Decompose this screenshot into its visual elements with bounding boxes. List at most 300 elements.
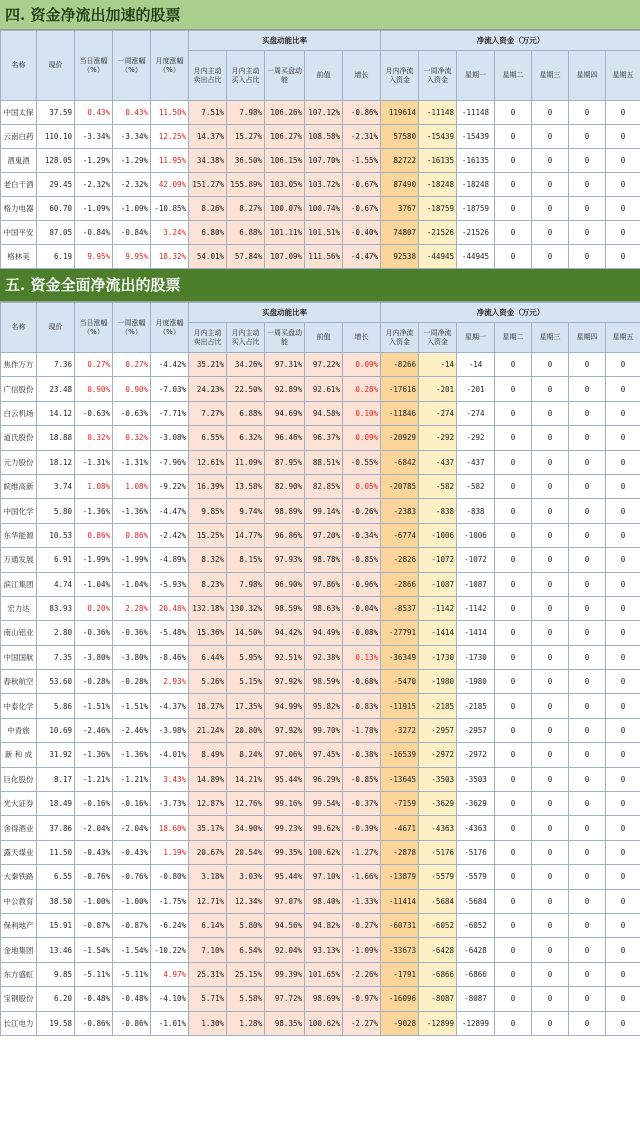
cell-previous-value: 100.74% — [305, 197, 343, 221]
cell-week-inflow: -14 — [419, 353, 457, 377]
cell-wednesday: 0 — [532, 401, 569, 425]
col-header-week-change: 一周涨幅（%） — [113, 31, 151, 101]
cell-month-inflow: -7159 — [381, 792, 419, 816]
cell-wednesday: 0 — [532, 499, 569, 523]
cell-wednesday: 0 — [532, 913, 569, 937]
col-header-day-change: 当日涨幅（%） — [75, 303, 113, 353]
cell-friday: 0 — [606, 645, 640, 669]
cell-week-change: -0.86% — [113, 1011, 151, 1035]
table-row — [1, 718, 640, 742]
cell-week-momentum: 98.35% — [265, 1011, 305, 1035]
cell-week-momentum: 99.39% — [265, 962, 305, 986]
col-header-previous-value: 前值 — [305, 51, 343, 101]
cell-buy-ratio: 15.27% — [227, 125, 265, 149]
cell-growth: -0.67% — [343, 173, 381, 197]
col-header-tuesday: 星期二 — [495, 323, 532, 353]
cell-buy-ratio: 6.88% — [227, 401, 265, 425]
cell-week-change: 0.86% — [113, 523, 151, 547]
cell-week-change: -0.28% — [113, 670, 151, 694]
col-header-stock-name: 名称 — [1, 303, 37, 353]
cell-week-change: 1.08% — [113, 474, 151, 498]
cell-day-change: -0.36% — [75, 621, 113, 645]
cell-thursday: 0 — [569, 865, 606, 889]
cell-month-inflow: -16539 — [381, 743, 419, 767]
table-row — [1, 426, 640, 450]
cell-month-change: -1.75% — [151, 889, 189, 913]
cell-wednesday: 0 — [532, 173, 569, 197]
cell-day-change: -3.80% — [75, 645, 113, 669]
cell-week-inflow: -8087 — [419, 987, 457, 1011]
cell-sell-ratio: 15.36% — [189, 621, 227, 645]
cell-week-change: -0.48% — [113, 987, 151, 1011]
table-row — [1, 913, 640, 937]
cell-week-change: -3.34% — [113, 125, 151, 149]
cell-buy-ratio: 34.90% — [227, 816, 265, 840]
cell-month-change: -7.71% — [151, 401, 189, 425]
cell-previous-value: 98.40% — [305, 889, 343, 913]
cell-day-change: 0.86% — [75, 523, 113, 547]
cell-thursday: 0 — [569, 816, 606, 840]
cell-month-change: 42.09% — [151, 173, 189, 197]
table-row — [1, 149, 640, 173]
cell-month-change: -5.48% — [151, 621, 189, 645]
cell-wednesday: 0 — [532, 548, 569, 572]
cell-monday: -1142 — [457, 596, 495, 620]
cell-week-change: 0.90% — [113, 377, 151, 401]
cell-month-inflow: -17616 — [381, 377, 419, 401]
cell-stock-name: 格力电器 — [1, 197, 37, 221]
cell-week-inflow: -274 — [419, 401, 457, 425]
cell-week-momentum: 99.23% — [265, 816, 305, 840]
cell-growth: -0.55% — [343, 450, 381, 474]
cell-month-change: 11.95% — [151, 149, 189, 173]
cell-price: 15.91 — [37, 913, 75, 937]
cell-stock-name: 露天煤业 — [1, 840, 37, 864]
cell-stock-name: 道氏股份 — [1, 426, 37, 450]
table-row — [1, 523, 640, 547]
cell-previous-value: 98.69% — [305, 987, 343, 1011]
cell-stock-name: 格林美 — [1, 245, 37, 269]
cell-monday: -44945 — [457, 245, 495, 269]
cell-week-momentum: 92.04% — [265, 938, 305, 962]
cell-week-change: 0.27% — [113, 353, 151, 377]
cell-monday: -6052 — [457, 913, 495, 937]
cell-previous-value: 101.51% — [305, 221, 343, 245]
cell-friday: 0 — [606, 718, 640, 742]
cell-previous-value: 93.13% — [305, 938, 343, 962]
cell-week-inflow: -2972 — [419, 743, 457, 767]
cell-sell-ratio: 132.18% — [189, 596, 227, 620]
cell-day-change: -1.36% — [75, 499, 113, 523]
cell-week-momentum: 94.56% — [265, 913, 305, 937]
cell-stock-name: 新 和 成 — [1, 743, 37, 767]
table-row — [1, 353, 640, 377]
cell-week-inflow: -838 — [419, 499, 457, 523]
cell-week-change: -1.99% — [113, 548, 151, 572]
cell-month-inflow: -33673 — [381, 938, 419, 962]
cell-price: 38.50 — [37, 889, 75, 913]
cell-day-change: 0.90% — [75, 377, 113, 401]
cell-day-change: -0.86% — [75, 1011, 113, 1035]
table-row — [1, 962, 640, 986]
cell-price: 11.50 — [37, 840, 75, 864]
cell-wednesday: 0 — [532, 101, 569, 125]
cell-thursday: 0 — [569, 125, 606, 149]
cell-monday: -21526 — [457, 221, 495, 245]
cell-buy-ratio: 20.80% — [227, 718, 265, 742]
cell-day-change: 9.95% — [75, 245, 113, 269]
cell-thursday: 0 — [569, 840, 606, 864]
cell-growth: -1.78% — [343, 718, 381, 742]
table-row — [1, 125, 640, 149]
cell-day-change: -1.99% — [75, 548, 113, 572]
table-row — [1, 499, 640, 523]
cell-stock-name: 酒鬼酒 — [1, 149, 37, 173]
cell-growth: -0.26% — [343, 499, 381, 523]
cell-week-change: -0.87% — [113, 913, 151, 937]
cell-month-inflow: -2866 — [381, 572, 419, 596]
cell-sell-ratio: 7.51% — [189, 101, 227, 125]
cell-wednesday: 0 — [532, 125, 569, 149]
cell-friday: 0 — [606, 499, 640, 523]
cell-friday: 0 — [606, 913, 640, 937]
cell-sell-ratio: 8.26% — [189, 197, 227, 221]
cell-friday: 0 — [606, 149, 640, 173]
cell-tuesday: 0 — [495, 499, 532, 523]
cell-thursday: 0 — [569, 767, 606, 791]
cell-previous-value: 99.70% — [305, 718, 343, 742]
cell-month-change: -4.37% — [151, 694, 189, 718]
cell-week-change: -5.11% — [113, 962, 151, 986]
cell-month-inflow: -1791 — [381, 962, 419, 986]
cell-week-momentum: 95.44% — [265, 767, 305, 791]
cell-friday: 0 — [606, 987, 640, 1011]
col-header-week-inflow: 一周净流入资金 — [419, 51, 457, 101]
cell-previous-value: 97.10% — [305, 865, 343, 889]
cell-wednesday: 0 — [532, 377, 569, 401]
cell-day-change: -0.48% — [75, 987, 113, 1011]
col-header-month-change: 月度涨幅（%） — [151, 31, 189, 101]
cell-stock-name: 元力股份 — [1, 450, 37, 474]
cell-friday: 0 — [606, 743, 640, 767]
cell-week-inflow: -5579 — [419, 865, 457, 889]
cell-friday: 0 — [606, 401, 640, 425]
table-row — [1, 572, 640, 596]
cell-week-momentum: 82.90% — [265, 474, 305, 498]
cell-tuesday: 0 — [495, 718, 532, 742]
cell-thursday: 0 — [569, 499, 606, 523]
cell-sell-ratio: 7.10% — [189, 938, 227, 962]
cell-previous-value: 97.86% — [305, 572, 343, 596]
cell-price: 10.69 — [37, 718, 75, 742]
col-header-wednesday: 星期三 — [532, 51, 569, 101]
cell-week-change: -0.36% — [113, 621, 151, 645]
cell-day-change: -1.31% — [75, 450, 113, 474]
section-4-table — [0, 30, 640, 269]
cell-week-momentum: 97.07% — [265, 889, 305, 913]
cell-growth: 0.28% — [343, 377, 381, 401]
table-row — [1, 889, 640, 913]
cell-monday: -6428 — [457, 938, 495, 962]
cell-tuesday: 0 — [495, 694, 532, 718]
cell-growth: 0.13% — [343, 645, 381, 669]
cell-thursday: 0 — [569, 353, 606, 377]
cell-price: 7.35 — [37, 645, 75, 669]
cell-stock-name: 中国国航 — [1, 645, 37, 669]
cell-day-change: -0.84% — [75, 221, 113, 245]
cell-price: 37.59 — [37, 101, 75, 125]
cell-month-inflow: -60731 — [381, 913, 419, 937]
col-header-friday: 星期五 — [606, 51, 640, 101]
col-header-previous-value: 前值 — [305, 323, 343, 353]
cell-week-change: -1.54% — [113, 938, 151, 962]
table-row — [1, 450, 640, 474]
cell-growth: -0.68% — [343, 670, 381, 694]
cell-monday: -1414 — [457, 621, 495, 645]
cell-thursday: 0 — [569, 101, 606, 125]
cell-week-change: -3.80% — [113, 645, 151, 669]
cell-previous-value: 95.82% — [305, 694, 343, 718]
cell-month-inflow: -11414 — [381, 889, 419, 913]
cell-stock-name: 老白干酒 — [1, 173, 37, 197]
cell-week-change: -2.04% — [113, 816, 151, 840]
cell-wednesday: 0 — [532, 938, 569, 962]
cell-price: 60.70 — [37, 197, 75, 221]
cell-week-change: -1.36% — [113, 499, 151, 523]
col-header-week-momentum: 一周买盘动能 — [265, 323, 305, 353]
cell-stock-name: 巨化股份 — [1, 767, 37, 791]
cell-friday: 0 — [606, 474, 640, 498]
cell-week-momentum: 97.72% — [265, 987, 305, 1011]
cell-growth: -0.85% — [343, 548, 381, 572]
cell-day-change: -1.09% — [75, 197, 113, 221]
cell-growth: -1.66% — [343, 865, 381, 889]
cell-stock-name: 滨江集团 — [1, 572, 37, 596]
cell-sell-ratio: 15.25% — [189, 523, 227, 547]
cell-month-change: -1.01% — [151, 1011, 189, 1035]
cell-week-inflow: -12899 — [419, 1011, 457, 1035]
cell-sell-ratio: 12.71% — [189, 889, 227, 913]
cell-previous-value: 97.22% — [305, 353, 343, 377]
cell-thursday: 0 — [569, 197, 606, 221]
cell-price: 19.58 — [37, 1011, 75, 1035]
cell-buy-ratio: 5.58% — [227, 987, 265, 1011]
col-header-stock-name: 名称 — [1, 31, 37, 101]
cell-previous-value: 100.62% — [305, 840, 343, 864]
cell-day-change: -2.46% — [75, 718, 113, 742]
cell-month-change: -7.96% — [151, 450, 189, 474]
cell-stock-name: 南山铝业 — [1, 621, 37, 645]
cell-previous-value: 82.85% — [305, 474, 343, 498]
cell-buy-ratio: 155.89% — [227, 173, 265, 197]
cell-thursday: 0 — [569, 645, 606, 669]
cell-stock-name: 长江电力 — [1, 1011, 37, 1035]
cell-tuesday: 0 — [495, 987, 532, 1011]
cell-thursday: 0 — [569, 173, 606, 197]
cell-month-inflow: -27791 — [381, 621, 419, 645]
cell-monday: -5176 — [457, 840, 495, 864]
cell-thursday: 0 — [569, 743, 606, 767]
cell-tuesday: 0 — [495, 913, 532, 937]
cell-month-inflow: -20785 — [381, 474, 419, 498]
cell-tuesday: 0 — [495, 596, 532, 620]
cell-thursday: 0 — [569, 523, 606, 547]
cell-monday: -1006 — [457, 523, 495, 547]
cell-month-inflow: -13645 — [381, 767, 419, 791]
cell-week-momentum: 97.06% — [265, 743, 305, 767]
cell-monday: -1730 — [457, 645, 495, 669]
cell-friday: 0 — [606, 197, 640, 221]
cell-price: 8.17 — [37, 767, 75, 791]
cell-friday: 0 — [606, 245, 640, 269]
cell-sell-ratio: 14.37% — [189, 125, 227, 149]
cell-week-change: -1.31% — [113, 450, 151, 474]
table-row — [1, 743, 640, 767]
cell-sell-ratio: 34.38% — [189, 149, 227, 173]
cell-day-change: -1.51% — [75, 694, 113, 718]
cell-week-inflow: -3629 — [419, 792, 457, 816]
cell-wednesday: 0 — [532, 962, 569, 986]
cell-month-change: -4.47% — [151, 499, 189, 523]
cell-growth: 0.09% — [343, 426, 381, 450]
cell-week-change: -1.36% — [113, 743, 151, 767]
cell-wednesday: 0 — [532, 645, 569, 669]
cell-price: 37.86 — [37, 816, 75, 840]
cell-price: 110.10 — [37, 125, 75, 149]
cell-week-inflow: -4363 — [419, 816, 457, 840]
cell-growth: -0.96% — [343, 572, 381, 596]
cell-month-inflow: -11846 — [381, 401, 419, 425]
col-header-wednesday: 星期三 — [532, 323, 569, 353]
cell-week-change: -0.16% — [113, 792, 151, 816]
cell-month-change: 1.19% — [151, 840, 189, 864]
cell-month-inflow: -2826 — [381, 548, 419, 572]
col-header-thursday: 星期四 — [569, 323, 606, 353]
cell-friday: 0 — [606, 865, 640, 889]
cell-tuesday: 0 — [495, 173, 532, 197]
cell-previous-value: 99.62% — [305, 816, 343, 840]
cell-month-inflow: -2878 — [381, 840, 419, 864]
cell-growth: -0.67% — [343, 197, 381, 221]
cell-buy-ratio: 34.26% — [227, 353, 265, 377]
cell-tuesday: 0 — [495, 101, 532, 125]
table-row — [1, 694, 640, 718]
cell-tuesday: 0 — [495, 125, 532, 149]
cell-wednesday: 0 — [532, 149, 569, 173]
table-row — [1, 816, 640, 840]
cell-sell-ratio: 5.71% — [189, 987, 227, 1011]
cell-stock-name: 云南白药 — [1, 125, 37, 149]
cell-sell-ratio: 151.27% — [189, 173, 227, 197]
cell-stock-name: 舍得酒业 — [1, 816, 37, 840]
cell-thursday: 0 — [569, 1011, 606, 1035]
table-row — [1, 670, 640, 694]
cell-monday: -1072 — [457, 548, 495, 572]
section-5-title: 五. 资金全面净流出的股票 — [0, 269, 640, 302]
cell-wednesday: 0 — [532, 474, 569, 498]
cell-sell-ratio: 8.23% — [189, 572, 227, 596]
cell-month-change: -6.24% — [151, 913, 189, 937]
cell-sell-ratio: 20.67% — [189, 840, 227, 864]
cell-tuesday: 0 — [495, 426, 532, 450]
cell-friday: 0 — [606, 523, 640, 547]
cell-week-inflow: -2185 — [419, 694, 457, 718]
cell-buy-ratio: 13.58% — [227, 474, 265, 498]
cell-week-inflow: -1142 — [419, 596, 457, 620]
cell-sell-ratio: 1.30% — [189, 1011, 227, 1035]
cell-price: 3.74 — [37, 474, 75, 498]
cell-price: 29.45 — [37, 173, 75, 197]
cell-growth: -0.34% — [343, 523, 381, 547]
cell-thursday: 0 — [569, 426, 606, 450]
cell-month-inflow: -13879 — [381, 865, 419, 889]
cell-month-change: -3.73% — [151, 792, 189, 816]
cell-buy-ratio: 17.35% — [227, 694, 265, 718]
cell-sell-ratio: 14.89% — [189, 767, 227, 791]
cell-stock-name: 中公教育 — [1, 889, 37, 913]
cell-friday: 0 — [606, 694, 640, 718]
cell-month-inflow: 82722 — [381, 149, 419, 173]
table-row — [1, 767, 640, 791]
cell-previous-value: 92.38% — [305, 645, 343, 669]
cell-friday: 0 — [606, 572, 640, 596]
cell-tuesday: 0 — [495, 572, 532, 596]
cell-wednesday: 0 — [532, 816, 569, 840]
cell-thursday: 0 — [569, 792, 606, 816]
cell-previous-value: 94.49% — [305, 621, 343, 645]
cell-wednesday: 0 — [532, 670, 569, 694]
cell-thursday: 0 — [569, 401, 606, 425]
cell-month-change: -7.03% — [151, 377, 189, 401]
col-header-month-change: 月度涨幅（%） — [151, 303, 189, 353]
cell-tuesday: 0 — [495, 548, 532, 572]
cell-monday: -1980 — [457, 670, 495, 694]
cell-stock-name: 光大证券 — [1, 792, 37, 816]
cell-thursday: 0 — [569, 621, 606, 645]
cell-stock-name: 中泰化学 — [1, 694, 37, 718]
cell-stock-name: 东华能源 — [1, 523, 37, 547]
table-row — [1, 173, 640, 197]
cell-sell-ratio: 6.80% — [189, 221, 227, 245]
cell-week-momentum: 106.15% — [265, 149, 305, 173]
cell-day-change: -1.04% — [75, 572, 113, 596]
cell-week-momentum: 106.26% — [265, 101, 305, 125]
cell-price: 9.85 — [37, 962, 75, 986]
cell-day-change: -2.04% — [75, 816, 113, 840]
cell-week-change: -1.04% — [113, 572, 151, 596]
cell-friday: 0 — [606, 1011, 640, 1035]
cell-growth: -0.86% — [343, 101, 381, 125]
cell-monday: -582 — [457, 474, 495, 498]
cell-stock-name: 金地集团 — [1, 938, 37, 962]
cell-week-change: -0.84% — [113, 221, 151, 245]
col-header-tuesday: 星期二 — [495, 51, 532, 101]
cell-price: 6.19 — [37, 245, 75, 269]
cell-month-inflow: 57580 — [381, 125, 419, 149]
cell-month-inflow: -6774 — [381, 523, 419, 547]
table-row — [1, 621, 640, 645]
cell-stock-name: 大秦铁路 — [1, 865, 37, 889]
cell-previous-value: 99.54% — [305, 792, 343, 816]
col-header-week-momentum: 一周买盘动能 — [265, 51, 305, 101]
cell-growth: -2.26% — [343, 962, 381, 986]
cell-week-momentum: 97.31% — [265, 353, 305, 377]
cell-day-change: -0.28% — [75, 670, 113, 694]
col-header-growth: 增长 — [343, 51, 381, 101]
cell-buy-ratio: 12.76% — [227, 792, 265, 816]
cell-monday: -437 — [457, 450, 495, 474]
cell-tuesday: 0 — [495, 523, 532, 547]
